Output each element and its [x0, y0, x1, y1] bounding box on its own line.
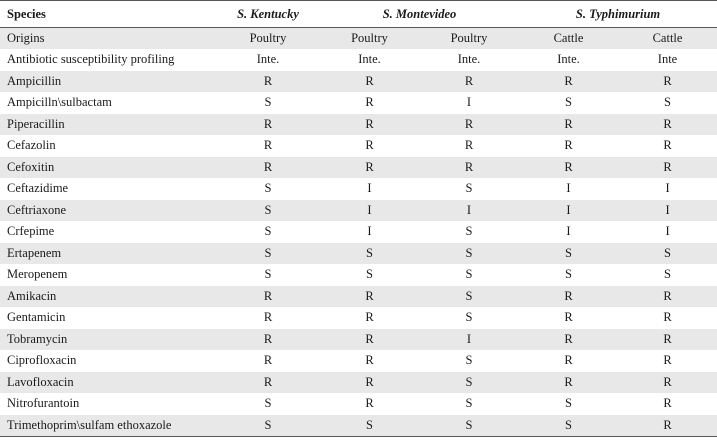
table-row [0, 264, 717, 286]
table-row [0, 28, 717, 50]
table-cell: S [664, 245, 671, 260]
table-cell: S [264, 245, 272, 260]
species-typhimurium: S. Typhimurium [575, 6, 661, 21]
row-label: Ciprofloxacin [7, 353, 77, 368]
species-kentucky: S. Kentucky [237, 6, 299, 21]
table-cell: S [264, 396, 272, 411]
table-cell: R [564, 159, 573, 174]
table-cell: R [365, 396, 374, 411]
table-cell: Inte. [358, 52, 381, 67]
table-row [0, 221, 717, 243]
table-cell: R [464, 138, 474, 153]
row-label: Antibiotic susceptibility profiling [7, 52, 175, 67]
table-cell: R [263, 353, 273, 368]
table-row [0, 157, 717, 179]
row-label: Tobramycin [7, 331, 68, 346]
table-cell: R [464, 159, 474, 174]
table-cell: R [663, 288, 672, 303]
table-cell: S [465, 181, 473, 196]
table-cell: R [564, 353, 573, 368]
row-label: Piperacillin [7, 116, 65, 131]
table-cell: Inte. [256, 52, 280, 67]
table-cell: S [465, 374, 473, 389]
table-cell: R [663, 310, 672, 325]
table-cell: R [365, 138, 374, 153]
table-cell: R [564, 288, 573, 303]
table-cell: I [665, 202, 670, 217]
table-cell: S [664, 267, 671, 282]
table-cell: I [466, 202, 472, 217]
table-cell: S [465, 396, 473, 411]
table-cell: S [664, 95, 671, 110]
table-row [0, 71, 717, 93]
table-cell: R [564, 310, 573, 325]
table-cell: Poultry [450, 31, 488, 45]
table-row [0, 114, 717, 136]
table-cell: S [264, 202, 272, 217]
table-cell: S [366, 417, 373, 432]
table-cell: I [466, 331, 472, 346]
table-cell: S [465, 417, 473, 432]
table-cell: S [465, 353, 473, 368]
row-label: Ampicilln\sulbactam [7, 95, 112, 110]
table-cell: R [365, 73, 374, 88]
table-cell: S [264, 417, 272, 432]
table-cell: R [365, 95, 374, 110]
table-cell: R [263, 116, 273, 131]
row-label: Crfepime [7, 224, 55, 239]
table-cell: R [263, 288, 273, 303]
table-cell: R [365, 310, 374, 325]
table-cell: S [264, 224, 272, 239]
table-cell: R [663, 396, 672, 411]
table-cell: I [367, 224, 372, 239]
table-cell: S [465, 288, 473, 303]
row-label: Ampicillin [7, 73, 62, 88]
header-row [0, 1, 717, 28]
table-cell: S [366, 245, 373, 260]
table-cell: Inte. [557, 52, 580, 67]
table-cell: S [264, 267, 272, 282]
table-cell: R [263, 159, 273, 174]
table-cell: Inte. [457, 52, 481, 67]
species-montevideo: S. Montevideo [382, 6, 457, 21]
table-cell: R [365, 353, 374, 368]
row-label: Trimethoprim\sulfam ethoxazole [7, 417, 172, 432]
table-cell: S [264, 181, 272, 196]
table-row [0, 372, 717, 394]
row-label: Ceftriaxone [7, 202, 67, 217]
table-cell: I [665, 181, 670, 196]
table-row [0, 49, 717, 71]
row-label: Nitrofurantoin [7, 396, 80, 411]
table-cell: R [663, 374, 672, 389]
table-cell: Inte [657, 52, 678, 67]
table-cell: S [264, 95, 272, 110]
table-cell: S [465, 245, 473, 260]
table-row [0, 135, 717, 157]
table-cell: I [367, 181, 372, 196]
table-row [0, 393, 717, 415]
table-cell: R [365, 288, 374, 303]
table-cell: S [565, 417, 572, 432]
table-row [0, 200, 717, 222]
table-row [0, 92, 717, 114]
table-cell: R [663, 159, 672, 174]
table-cell: I [665, 224, 670, 239]
table-cell: R [464, 73, 474, 88]
table-cell: S [565, 245, 572, 260]
table-cell: R [365, 374, 374, 389]
table-cell: I [367, 202, 372, 217]
table-cell: R [663, 73, 672, 88]
table-cell: S [565, 267, 572, 282]
table-cell: R [663, 138, 672, 153]
table-row [0, 178, 717, 200]
table-cell: R [464, 116, 474, 131]
table-cell: R [663, 353, 672, 368]
table-cell: R [365, 116, 374, 131]
table-cell: R [263, 138, 273, 153]
table-cell: R [365, 159, 374, 174]
row-label: Origins [7, 31, 45, 45]
table-cell: I [566, 224, 571, 239]
table-cell: I [566, 181, 571, 196]
table-cell: I [566, 202, 571, 217]
table-cell: R [263, 374, 273, 389]
table-row [0, 329, 717, 351]
table-cell: R [263, 331, 273, 346]
table-cell: R [564, 116, 573, 131]
table-cell: R [663, 417, 672, 432]
table-row [0, 286, 717, 308]
species-header: Species [7, 6, 46, 21]
table-cell: S [565, 95, 572, 110]
table-cell: I [466, 95, 472, 110]
row-label: Cefoxitin [7, 159, 55, 174]
table-cell: Poultry [249, 31, 287, 45]
table-row [0, 350, 717, 372]
table-row [0, 415, 717, 437]
row-label: Lavofloxacin [7, 374, 74, 389]
row-label: Ertapenem [7, 245, 62, 260]
table-cell: S [565, 396, 572, 411]
table-cell: Cattle [553, 31, 584, 45]
row-label: Ceftazidime [7, 181, 69, 196]
table-cell: S [366, 267, 373, 282]
row-label: Gentamicin [7, 310, 66, 325]
row-label: Meropenem [7, 267, 68, 282]
table-cell: R [564, 374, 573, 389]
table-cell: R [263, 310, 273, 325]
table-cell: R [663, 116, 672, 131]
table-cell: Cattle [652, 31, 683, 45]
table-cell: S [465, 267, 473, 282]
table-cell: R [564, 331, 573, 346]
table-row [0, 243, 717, 265]
row-label: Amikacin [7, 288, 57, 303]
table-cell: R [564, 73, 573, 88]
table-cell: R [263, 73, 273, 88]
table-cell: R [365, 331, 374, 346]
table-cell: S [465, 224, 473, 239]
table-cell: R [663, 331, 672, 346]
table-row [0, 307, 717, 329]
table-cell: Poultry [351, 31, 388, 45]
table-cell: R [564, 138, 573, 153]
table-cell: S [465, 310, 473, 325]
row-label: Cefazolin [7, 138, 56, 153]
